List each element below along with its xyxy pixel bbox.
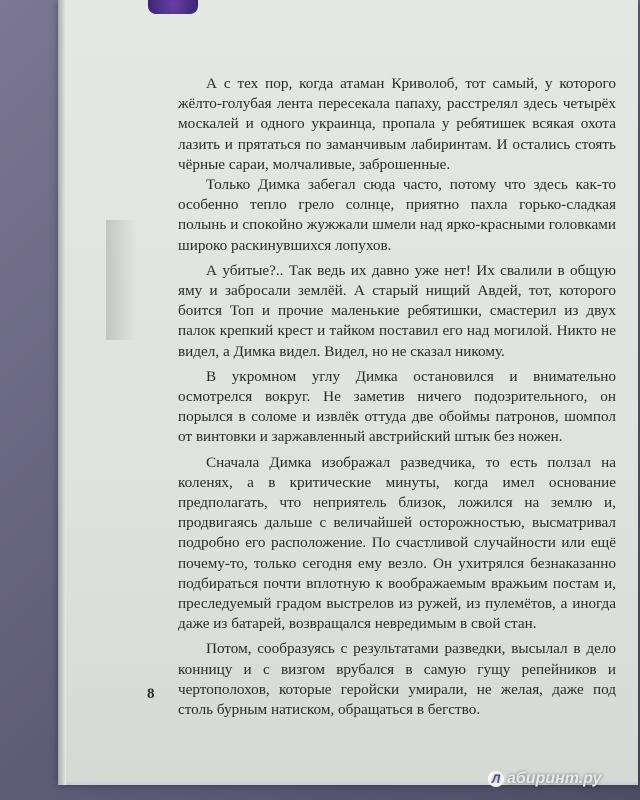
paragraph: В укромном углу Димка остановился и внимательно осмотрелся вокруг. Не заметив ничего подозрительного, он порылся в соломе и извлёк оттуда две обоймы патронов, шомпол от винтовки и заржавленный австрийский штык без ножен. bbox=[178, 367, 616, 446]
faded-illustration bbox=[106, 220, 136, 340]
body-text bbox=[178, 74, 616, 720]
site-watermark bbox=[488, 770, 602, 788]
page-number: 8 bbox=[147, 686, 155, 702]
bookmark-ribbon bbox=[148, 0, 198, 14]
book-page-edge bbox=[58, 0, 66, 785]
paragraph: А с тех пор, когда атаман Криволоб, тот самый, у которого жёлто-голубая лента пересекала папаху, расстрелял здесь четырёх москалей и одного украинца, пропала у ребятишек всякая охота лазить и прятаться по заманчивым лабиринтам. И остались стоять чёрные сараи, молчаливые, заброшенные. bbox=[178, 75, 616, 173]
watermark-text: абиринт.ру bbox=[507, 770, 602, 787]
labirint-logo-icon: Л bbox=[488, 771, 504, 787]
paragraph: А убитые?.. Так ведь их давно уже нет! Их свалили в общую яму и забросали землёй. А старый нищий Авдей, тот, которого боится Топ и прочие маленькие ребятишки, смастерил из двух палок крепкий крест и тайком поставил его над могилой. Никто не видел, а Димка видел. Видел, но не сказал никому. bbox=[178, 261, 616, 360]
paragraph: Потом, сообразуясь с результатами разведки, высылал в дело конницу и с визгом врубался в самую гущу репейников и чертополохов, которые геройски умирали, не желая, даже под столь бурным натиском, обращаться в бегство. bbox=[178, 640, 616, 719]
paragraph: Сначала Димка изображал разведчика, то есть ползал на коленях, а в критические минуты, когда имел основание предполагать, что неприятель близок, ложился на землю и, продвигаясь дальше с величайшей осторожностью, высматривал подробно его расположение. По счастливой случайности или ещё почему-то, только сегодня ему везло. Он ухитрялся безнаказанно подбираться почти вплотную к воображаемым вражьим постам и, преследуемый градом выстрелов из ружей, из пулемётов, а иногда даже из батарей, возвращался невредимым в свой стан. bbox=[178, 453, 616, 633]
paragraph: Только Димка забегал сюда часто, потому что здесь как-то особенно тепло грело солнце, приятно пахла горько-сладкая полынь и спокойно жужжали шмели над ярко-красными головками широко раскинувшихся лопухов. bbox=[178, 176, 616, 254]
